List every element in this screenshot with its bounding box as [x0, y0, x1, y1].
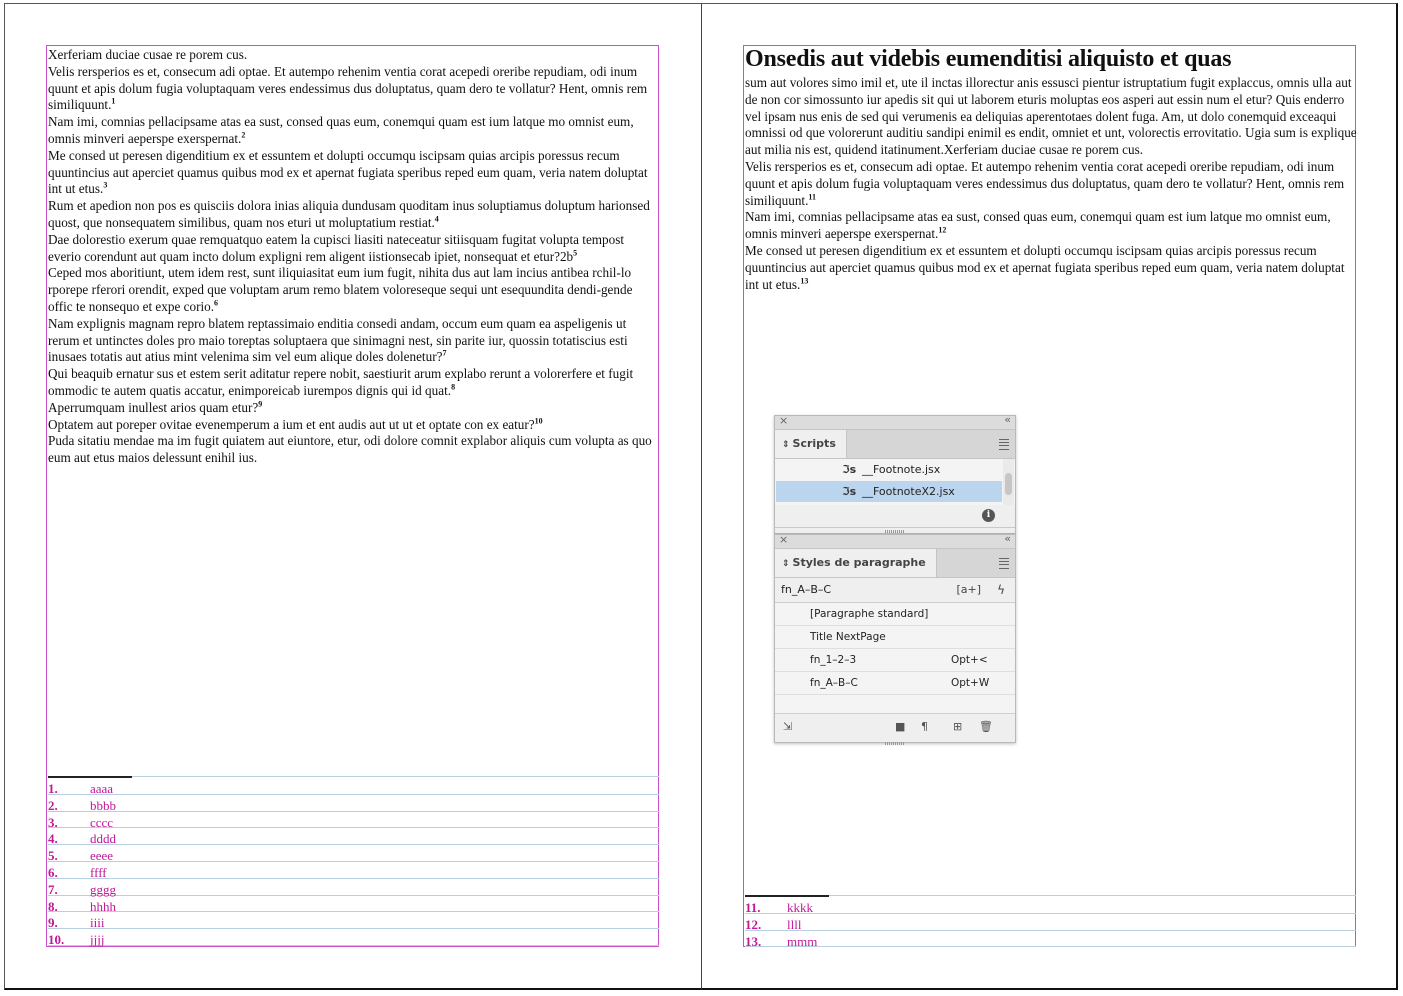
footnote-number: 5.: [48, 848, 58, 864]
body-paragraph[interactable]: [48, 316, 660, 366]
panel-menu-icon[interactable]: [999, 439, 1009, 450]
scrollbar-thumb[interactable]: [1005, 473, 1012, 495]
load-styles-icon[interactable]: ⇲: [783, 720, 793, 733]
styles-tabbar: [775, 549, 1015, 578]
footnote-text: bbbb: [90, 797, 116, 813]
quick-apply-icon[interactable]: ϟ: [997, 583, 1005, 597]
body-paragraph[interactable]: [48, 114, 660, 148]
panel-title-strip[interactable]: [775, 413, 1015, 430]
scripts-panel[interactable]: [774, 415, 1016, 534]
footnote-text: eeee: [90, 848, 114, 864]
footnote-item[interactable]: [48, 778, 659, 795]
footnote-reference[interactable]: 8: [451, 382, 456, 392]
footnote-item[interactable]: [745, 897, 1356, 914]
paragraph-text: Dae dolorestio exerum quae remquatquo eatem la cupisci liasiti nateceatur sitiisquam fugitat volupta tempost everio corendunt aut quam incto dolum expligni rem aligent iistionsecab ipiet, nonsequat et etur?2b: [48, 231, 625, 264]
footnote-reference[interactable]: 12: [938, 225, 947, 235]
footnote-text: aaaa: [90, 781, 114, 796]
footnote-item[interactable]: [48, 929, 659, 946]
body-paragraph[interactable]: [48, 400, 660, 417]
footnote-reference[interactable]: 9: [258, 399, 263, 409]
footnote-item[interactable]: [48, 845, 659, 862]
paragraph-text: Velis rersperios es et, consecum adi optae. Et autempo rehenim ventia corat acepedi oreribe repudiam, odi inum quunt et apis dolum fugia voluptaquam veres endessimus dus doluptatus, quam dero te vollatur? Hent, omnis rem similiquunt.: [745, 158, 1345, 208]
footnote-item[interactable]: [48, 812, 659, 829]
paragraph-style-item[interactable]: [775, 672, 1015, 695]
body-paragraph[interactable]: [48, 366, 660, 400]
style-shortcut: Opt+W: [951, 677, 990, 689]
footnote-reference[interactable]: 2: [241, 130, 246, 140]
scripts-tabbar: [775, 430, 1015, 459]
footnote-item[interactable]: [48, 879, 659, 896]
body-paragraph[interactable]: [48, 417, 660, 434]
styles-panel-footer: [775, 713, 1015, 740]
paragraph-style-item[interactable]: [775, 603, 1015, 626]
footnote-item[interactable]: [48, 795, 659, 812]
footnote-number: 10.: [48, 932, 65, 948]
footnote-item[interactable]: [48, 828, 659, 845]
footnote-number: 2.: [48, 797, 58, 813]
script-item-footnote[interactable]: [776, 459, 1002, 480]
paragraph-text: Nam explignis magnam repro blatem reptassimaio enditia consedi andam, occum eum quam ea aspeligenis ut rerum et untinctes doles pro maio toreptas soluptaera que sinimagni nest, sin parite iur, quossin totatiscius esti inusaes totatis aut atius mint velenima sim vel eum alique doles dolenetur?: [48, 315, 628, 365]
footnote-reference[interactable]: 4: [434, 214, 439, 224]
paragraph-text: sum aut volores simo imil et, ute il inctas illorectur anis essusci pientur istruptatium fugit explaccus, omnis ulla aut de non cor simossunto iur apedis sit qui ut laborem eturis moluptas eos asperi aut essin num el etur? Quis enderro vel ipsam nus enis de sed qui verumenis ea deliquias aperentotaes dolent fuga. Am, ut dolo conemquid exceaqui omnissi od que volorerunt auditiu sandipi enimil es endit, omniet et unt, volorectis errovitatio. Ugia sum is explique aut milia nis est, quidend itatinument.Xerferiam duciae cusae re porem cus.: [745, 75, 1357, 158]
current-style-name: fn_A–B–C: [781, 583, 832, 596]
body-paragraph[interactable]: [48, 148, 660, 198]
footnote-number: 11.: [745, 900, 761, 915]
new-style-from-selection-icon[interactable]: [a+]: [956, 583, 981, 596]
info-icon[interactable]: i: [982, 509, 995, 522]
folder-icon[interactable]: ■: [895, 720, 906, 733]
body-paragraph[interactable]: [48, 433, 660, 467]
body-paragraph[interactable]: [745, 159, 1357, 209]
left-text-frame[interactable]: [46, 45, 659, 947]
footnote-reference[interactable]: 3: [103, 180, 108, 190]
footnote-number: 3.: [48, 814, 58, 830]
body-paragraph[interactable]: [48, 64, 660, 114]
footnote-number: 13.: [745, 933, 762, 949]
footnote-number: 7.: [48, 881, 58, 897]
paragraph-text: Me consed ut peresen digenditium ex et essuntem et dolupti occumqu iscipsam quias arcipis poressus recum quuntincius aut aperciet quamus quibus mod ex et apernat fugiata speribus reped eum quam, veria natem doluptat int ut etus.: [48, 147, 648, 197]
body-paragraph[interactable]: [745, 209, 1357, 243]
paragraph-text: Qui beaquib ernatur sus et estem serit aditatur repere nobit, saestiurit arum explabo rerunt a volorerfere et fugit ommodic te autem quatis accatur, enimporeicab iurempos dignis qui id quat.: [48, 366, 634, 398]
footnote-reference[interactable]: 11: [808, 192, 816, 202]
resize-grip[interactable]: [775, 740, 1015, 747]
footnote-item[interactable]: [48, 862, 659, 879]
paragraph-text: Me consed ut peresen digenditium ex et essuntem et dolupti occumqu iscipsam quias arcipis poressus recum quuntincius aut aperciet quamus quibus mod ex et apernat fugiata speribus reped eum quam, veria natem doluptat int ut etus.: [745, 242, 1345, 292]
body-paragraph[interactable]: [48, 265, 660, 315]
right-footnote-list: [745, 897, 1356, 947]
footnote-baseline-rule: [48, 776, 659, 777]
paragraph-text: Optatem aut poreper ovitae evenemperum a ium et ent audis aut ut ut et optate con ex eatur?: [48, 416, 535, 432]
footnote-reference[interactable]: 10: [534, 416, 543, 426]
body-paragraph[interactable]: [48, 198, 660, 232]
footnote-text: cccc: [90, 814, 114, 830]
paragraph-text: Rum et apedion non pos es quisciis dolora inias aliquia dundusam quoditam inus soluptiamus doluptum harionsed quost, que nonsequatem similibus, quam nos eturi ut moluptatium restiat.: [48, 198, 650, 230]
footnote-text: jjjj: [90, 932, 105, 948]
script-item-label: __FootnoteX2.jsx: [862, 485, 955, 498]
paragraph-style-list[interactable]: [775, 603, 1015, 713]
paragraph-style-item[interactable]: [775, 626, 1015, 649]
footnote-text: kkkk: [787, 900, 813, 915]
footnote-number: 4.: [48, 831, 58, 847]
body-paragraph[interactable]: [48, 47, 660, 64]
footnote-number: 8.: [48, 898, 58, 914]
current-style-row: [775, 578, 1015, 603]
close-icon[interactable]: ×: [779, 414, 789, 427]
footnote-text: dddd: [90, 831, 116, 847]
script-item-label: __Footnote.jsx: [862, 463, 941, 476]
footnote-number: 9.: [48, 915, 58, 931]
paragraph-text: Ceped mos aboritiunt, utem idem rest, sunt iliquiasitat eum ium fugit, nihita dus aut lam incius antibea rchil-lo rporepe rferori orendit, exped que voluptam arum remo blatem voloreseque sequi unt esequundita dendi-gende offic te nonsequo et expe corio.: [48, 265, 633, 314]
paragraph-styles-panel[interactable]: [774, 534, 1016, 743]
footnote-number: 1.: [48, 781, 58, 796]
style-name: fn_A–B–C: [810, 677, 858, 689]
paragraph-text: Aperrumquam inullest arios quam etur?: [48, 399, 259, 415]
footnote-text: ffff: [90, 864, 107, 880]
tab-paragraph-styles[interactable]: [775, 549, 937, 577]
footnote-reference[interactable]: 6: [214, 298, 219, 308]
footnote-baseline-rule: [745, 895, 1356, 896]
body-paragraph[interactable]: [745, 75, 1357, 159]
style-name: Title NextPage: [810, 631, 886, 643]
paragraph-text: Velis rersperios es et, consecum adi optae. Et autempo rehenim ventia corat acepedi oreribe repudiam, odi inum quunt et apis dolum fugia voluptaquam veres endessimus dus doluptatus, quam dero te vollatur? Hent, omnis rem similiquunt.: [48, 63, 648, 113]
paragraph-style-item[interactable]: [775, 649, 1015, 672]
updown-arrows-icon: ⇕: [782, 559, 790, 569]
footnote-reference[interactable]: 7: [442, 348, 447, 358]
footnote-reference[interactable]: 5: [573, 248, 578, 258]
js-script-icon: ℑs: [842, 485, 857, 498]
right-body-text[interactable]: [745, 47, 1357, 293]
clear-overrides-icon[interactable]: ¶: [921, 720, 928, 733]
footnote-text: hhhh: [90, 898, 116, 914]
right-paragraphs: [745, 75, 1357, 293]
style-name: [Paragraphe standard]: [810, 608, 929, 620]
new-style-icon[interactable]: ⊞: [953, 720, 963, 733]
style-name: fn_1–2–3: [810, 654, 857, 666]
panel-title-strip[interactable]: [775, 532, 1015, 549]
left-page: [4, 3, 701, 990]
style-shortcut: Opt+<: [951, 654, 988, 666]
footnote-item[interactable]: [745, 931, 1356, 948]
footnote-text: gggg: [90, 881, 116, 897]
paragraph-text: Xerferiam duciae cusae re porem cus.: [48, 47, 248, 62]
tab-paragraph-styles-label: Styles de paragraphe: [792, 556, 926, 569]
scripts-info-row: [775, 505, 1015, 528]
body-paragraph[interactable]: [48, 232, 660, 266]
footnote-item[interactable]: [745, 914, 1356, 931]
close-icon[interactable]: ×: [779, 533, 789, 546]
paragraph-text: Nam imi, comnias pellacipsame atas ea sust, consed quas eum, conemqui quam est ium latque mo omnist eum, omnis minveri aeperspe exerspernat.: [48, 114, 634, 146]
updown-arrows-icon: ⇕: [782, 440, 790, 450]
js-script-icon: ℑs: [842, 463, 857, 476]
collapse-icon[interactable]: ‹‹: [1004, 532, 1009, 545]
footnote-number: 6.: [48, 864, 58, 880]
footnote-text: iiii: [90, 915, 105, 931]
tab-scripts-label: Scripts: [792, 437, 836, 450]
tab-scripts[interactable]: [775, 430, 847, 458]
footnote-number: 12.: [745, 916, 762, 932]
paragraph-text: Puda sitatiu mendae ma im fugit quiatem aut eiuntore, etur, odi dolore comnit explabor aliquis cum volupta as quo eum aut etus maios delessunt enihil ius.: [48, 433, 652, 466]
paragraph-text: Nam imi, comnias pellacipsame atas ea sust, consed quas eum, conemqui quam est ium latque mo omnist eum, omnis minveri aeperspe exerspernat.: [745, 209, 1331, 242]
footnote-item[interactable]: [48, 896, 659, 913]
footnote-item[interactable]: [48, 912, 659, 929]
left-body-text[interactable]: [48, 47, 660, 467]
page-heading: Onsedis aut videbis eumenditisi aliquisto et quas: [745, 46, 1232, 72]
footnote-reference[interactable]: 1: [111, 97, 116, 106]
script-list[interactable]: [775, 459, 1015, 505]
trash-icon[interactable]: 🗑: [979, 720, 993, 733]
script-item-footnotex2[interactable]: [776, 481, 1002, 502]
left-footnote-list: [48, 778, 659, 946]
footnote-text: llll: [787, 916, 802, 932]
body-paragraph[interactable]: [745, 243, 1357, 293]
footnote-reference[interactable]: 13: [800, 276, 809, 286]
panel-menu-icon[interactable]: [999, 558, 1009, 569]
collapse-icon[interactable]: ‹‹: [1004, 413, 1009, 426]
footnote-text: mmm: [787, 933, 818, 949]
